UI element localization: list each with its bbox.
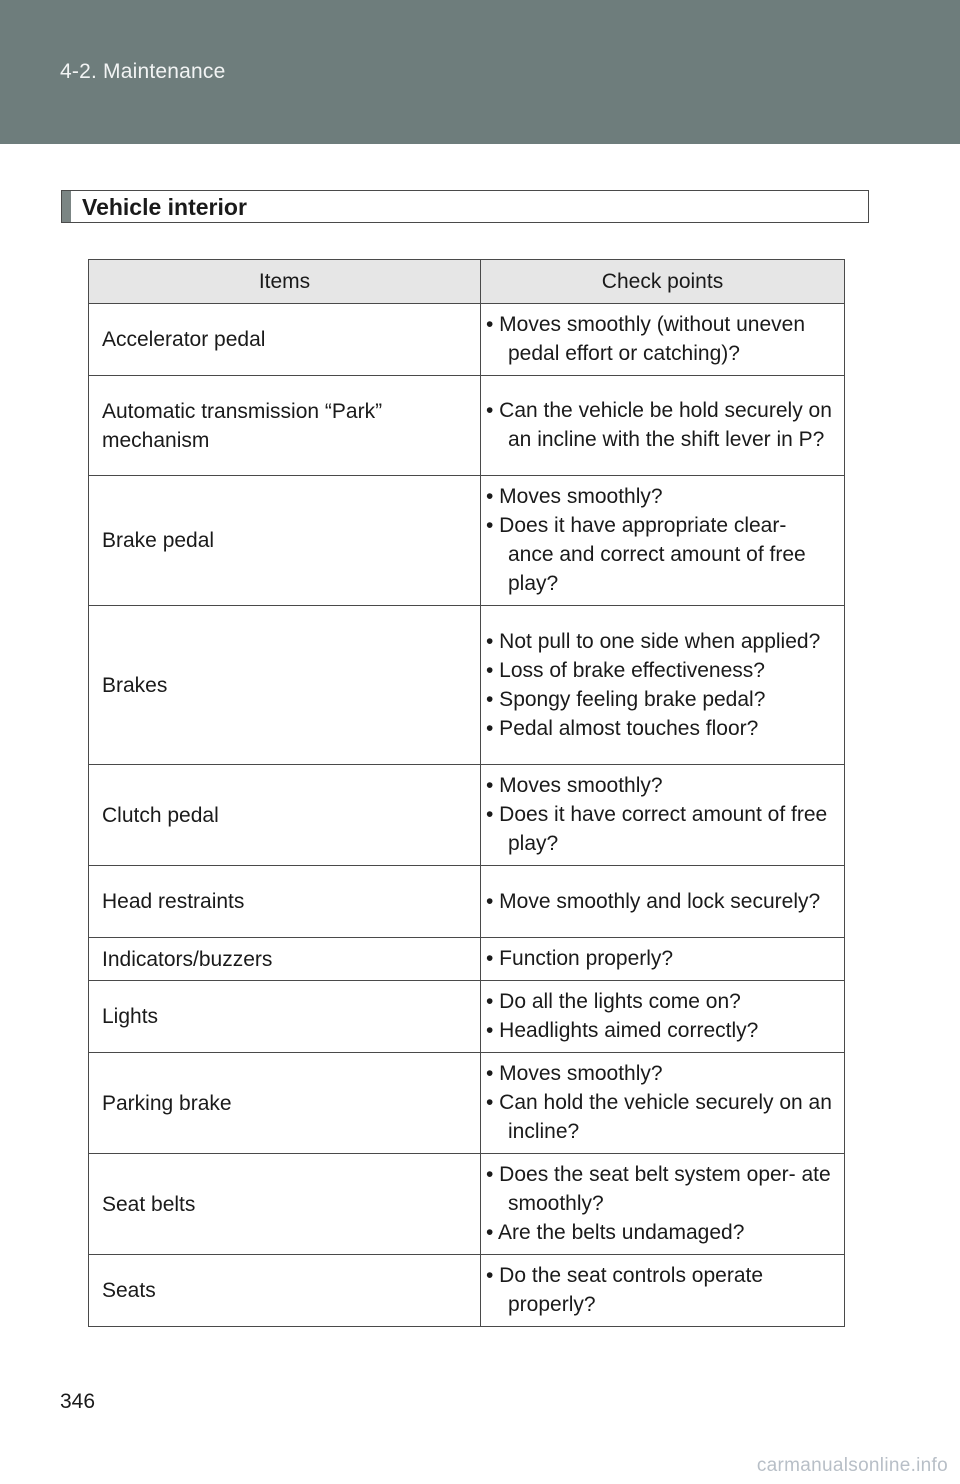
item-label: Automatic transmission “Park”: [102, 399, 383, 423]
check-points-cell: [481, 981, 845, 1053]
item-label: Seats: [102, 1279, 156, 1302]
item-cell: [89, 1053, 481, 1154]
item-cell: [89, 765, 481, 866]
check-points-cell: [481, 938, 845, 981]
check-point: • Headlights aimed correctly?: [486, 1019, 759, 1042]
check-point: • Are the belts undamaged?: [486, 1221, 745, 1244]
page-number: 346: [60, 1390, 96, 1413]
check-point: • Moves smoothly?: [486, 774, 663, 797]
check-point: • Not pull to one side when applied?: [486, 629, 821, 653]
breadcrumb: 4-2. Maintenance: [60, 60, 226, 83]
check-points-cell: [481, 866, 845, 938]
item-cell: [89, 476, 481, 606]
section-heading-bar: [61, 190, 869, 223]
check-point: • Moves smoothly (without uneven pedal effort or catching)?: [486, 313, 805, 365]
item-label: Head restraints: [102, 890, 245, 913]
check-point: • Do all the lights come on?: [486, 990, 741, 1013]
check-point: • Can the vehicle be hold securely on an incline with the shift lever in P?: [486, 399, 832, 451]
section-accent-marker: [62, 191, 71, 222]
watermark: carmanualsonline.info: [756, 1455, 948, 1476]
item-label: Brakes: [102, 673, 168, 697]
section-title: Vehicle interior: [82, 194, 247, 220]
item-label: Clutch pedal: [102, 803, 219, 827]
item-cell: [89, 304, 481, 376]
item-label: Seat belts: [102, 1192, 196, 1216]
table-row: [89, 765, 845, 866]
check-points-cell: [481, 476, 845, 606]
check-points-cell: [481, 606, 845, 765]
item-cell: [89, 938, 481, 981]
check-points-cell: [481, 376, 845, 476]
check-point: • Does it have appropriate clear- ance and correct amount of free play?: [486, 514, 806, 595]
table-row: [89, 476, 845, 606]
check-point: • Pedal almost touches floor?: [486, 716, 759, 740]
check-point: • Loss of brake effectiveness?: [486, 658, 765, 682]
item-label: mechanism: [102, 428, 210, 452]
table-body: [89, 304, 845, 1327]
check-points-cell: [481, 1053, 845, 1154]
check-point: • Moves smoothly?: [486, 485, 663, 508]
check-point: • Does the seat belt system oper- ate smoothly?: [486, 1163, 831, 1215]
table-row: [89, 1154, 845, 1255]
table-row: [89, 981, 845, 1053]
table-row: [89, 1255, 845, 1327]
item-label: Parking brake: [102, 1091, 232, 1115]
table-row: [89, 866, 845, 938]
item-cell: [89, 376, 481, 476]
check-point: • Does it have correct amount of free play?: [486, 803, 828, 855]
item-label: Lights: [102, 1005, 159, 1028]
item-cell: [89, 606, 481, 765]
table-row: [89, 376, 845, 476]
check-points-cell: [481, 304, 845, 376]
table-row: [89, 1053, 845, 1154]
item-cell: [89, 1154, 481, 1255]
item-cell: [89, 866, 481, 938]
table-header-row: [89, 260, 845, 304]
check-point: • Moves smoothly?: [486, 1062, 663, 1085]
column-header-check-points: Check points: [481, 260, 845, 304]
item-label: Brake pedal: [102, 529, 215, 552]
inspection-table: [88, 259, 845, 1327]
check-point: • Spongy feeling brake pedal?: [486, 687, 766, 711]
check-points-cell: [481, 1154, 845, 1255]
check-point: • Move smoothly and lock securely?: [486, 889, 821, 913]
table-row: [89, 304, 845, 376]
check-points-cell: [481, 1255, 845, 1327]
table-row: [89, 606, 845, 765]
item-label: Indicators/buzzers: [102, 947, 273, 971]
check-points-cell: [481, 765, 845, 866]
check-point: • Do the seat controls operate properly?: [486, 1264, 764, 1316]
item-label: Accelerator pedal: [102, 328, 266, 351]
table-row: [89, 938, 845, 981]
check-point: • Function properly?: [486, 947, 674, 970]
column-header-items: Items: [89, 260, 481, 304]
check-point: • Can hold the vehicle securely on an incline?: [486, 1091, 832, 1143]
item-cell: [89, 981, 481, 1053]
item-cell: [89, 1255, 481, 1327]
